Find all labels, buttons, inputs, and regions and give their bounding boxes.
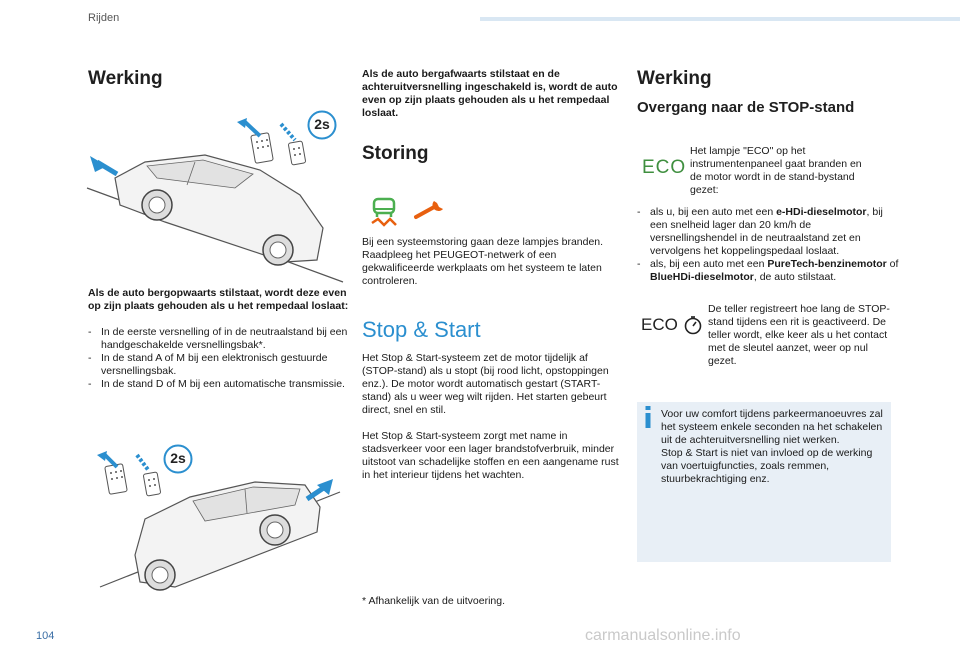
downhill-illustration (95, 437, 345, 597)
stop-conditions-list (637, 206, 899, 284)
werking-title-left: Werking (88, 68, 163, 89)
stop-start-fault-icon (368, 195, 402, 229)
uphill-item-manual: - In de eerste versnelling of in de neutraalstand bij een handgeschakelde versnellingsbak*. (88, 326, 350, 352)
header-bar (480, 17, 960, 21)
werking-title-right: Werking (637, 68, 712, 89)
watermark: carmanualsonline.info (585, 627, 741, 644)
eco-text: Het lampje "ECO" op het instrumentenpaneel gaat branden en de motor wordt in de stand-bystand gezet: (690, 145, 862, 196)
stop-condition-diesel: - als u, bij een auto met een e-HDi-dieselmotor, bij een snelheid lager dan 20 km/h de versnellingshendel in de neutraalstand zet en vervolgens het koppelingspedaal loslaat. (637, 206, 899, 258)
info-icon (644, 406, 652, 428)
footnote-mark: * (362, 595, 367, 607)
info-text (661, 408, 883, 486)
timer-badge-bottom: 2s (163, 444, 193, 474)
uphill-item-automatic: - In de stand D of M bij een automatische transmissie. (88, 378, 350, 391)
stop-condition-petrol: - als, bij een auto met een PureTech-benzinemotor of BlueHDi-dieselmotor, de auto stilstaat. (637, 258, 899, 284)
footnote-text: Afhankelijk van de uitvoering. (368, 595, 506, 607)
info-comfort: Voor uw comfort tijdens parkeermanoeuvres zal het systeem enkele seconden na het schakelen uit de achteruitversnelling niet werken. (661, 408, 883, 446)
stop-stand-subtitle: Overgang naar de STOP-stand (637, 99, 855, 116)
downhill-intro: Als de auto bergafwaarts stilstaat en de achteruitversnelling ingeschakeld is, wordt de auto even op zijn plaats gehouden als u het rempedaal loslaat. (362, 68, 618, 119)
timer-badge-top: 2s (307, 110, 337, 140)
storing-title: Storing (362, 143, 429, 164)
uphill-illustration (85, 100, 345, 285)
page-number: 104 (36, 630, 55, 642)
uphill-intro: Als de auto bergopwaarts stilstaat, wordt deze even op zijn plaats gehouden als u het rempedaal loslaat: (88, 287, 349, 312)
section-label: Rijden (88, 12, 120, 24)
stop-start-text-1: Het Stop & Start-systeem zet de motor tijdelijk af (STOP-stand) als u stopt (bij rood licht, opstoppingen enz.). De motor wordt automatisch gestart (START-stand) als u weer weg wilt rijden. Het starten gebeurt direct, snel en stil. (362, 352, 609, 416)
uphill-item-electronic: - In de stand A of M bij een elektronisch gestuurde versnellingsbak. (88, 352, 350, 378)
uphill-list (88, 326, 350, 391)
storing-text: Bij een systeemstoring gaan deze lampjes branden. Raadpleeg het PEUGEOT-netwerk of een gekwalificeerde werkplaats om het systeem te laten controleren. (362, 236, 604, 287)
eco-indicator-icon: ECO (642, 157, 687, 178)
stop-start-title: Stop & Start (362, 317, 481, 342)
info-functions: Stop & Start is niet van invloed op de werking van voertuigfuncties, zoals remmen, stuurbekrachtiging enz. (661, 447, 873, 485)
wrench-icon (412, 198, 446, 222)
counter-text: De teller registreert hoe lang de STOP-stand tijdens een rit is geactiveerd. De teller wordt, elke keer als u het contact met de sleutel aanzet, weer op nul gezet. (708, 303, 890, 367)
eco-counter-icon: ECO (641, 313, 703, 339)
stop-start-text-2: Het Stop & Start-systeem zorgt met name in stadsverkeer voor een lager brandstofverbruik, minder uitstoot van schadelijke stoffen en een aangename rust in het interieur tijdens het wachten. (362, 430, 619, 481)
footnote (362, 595, 624, 608)
